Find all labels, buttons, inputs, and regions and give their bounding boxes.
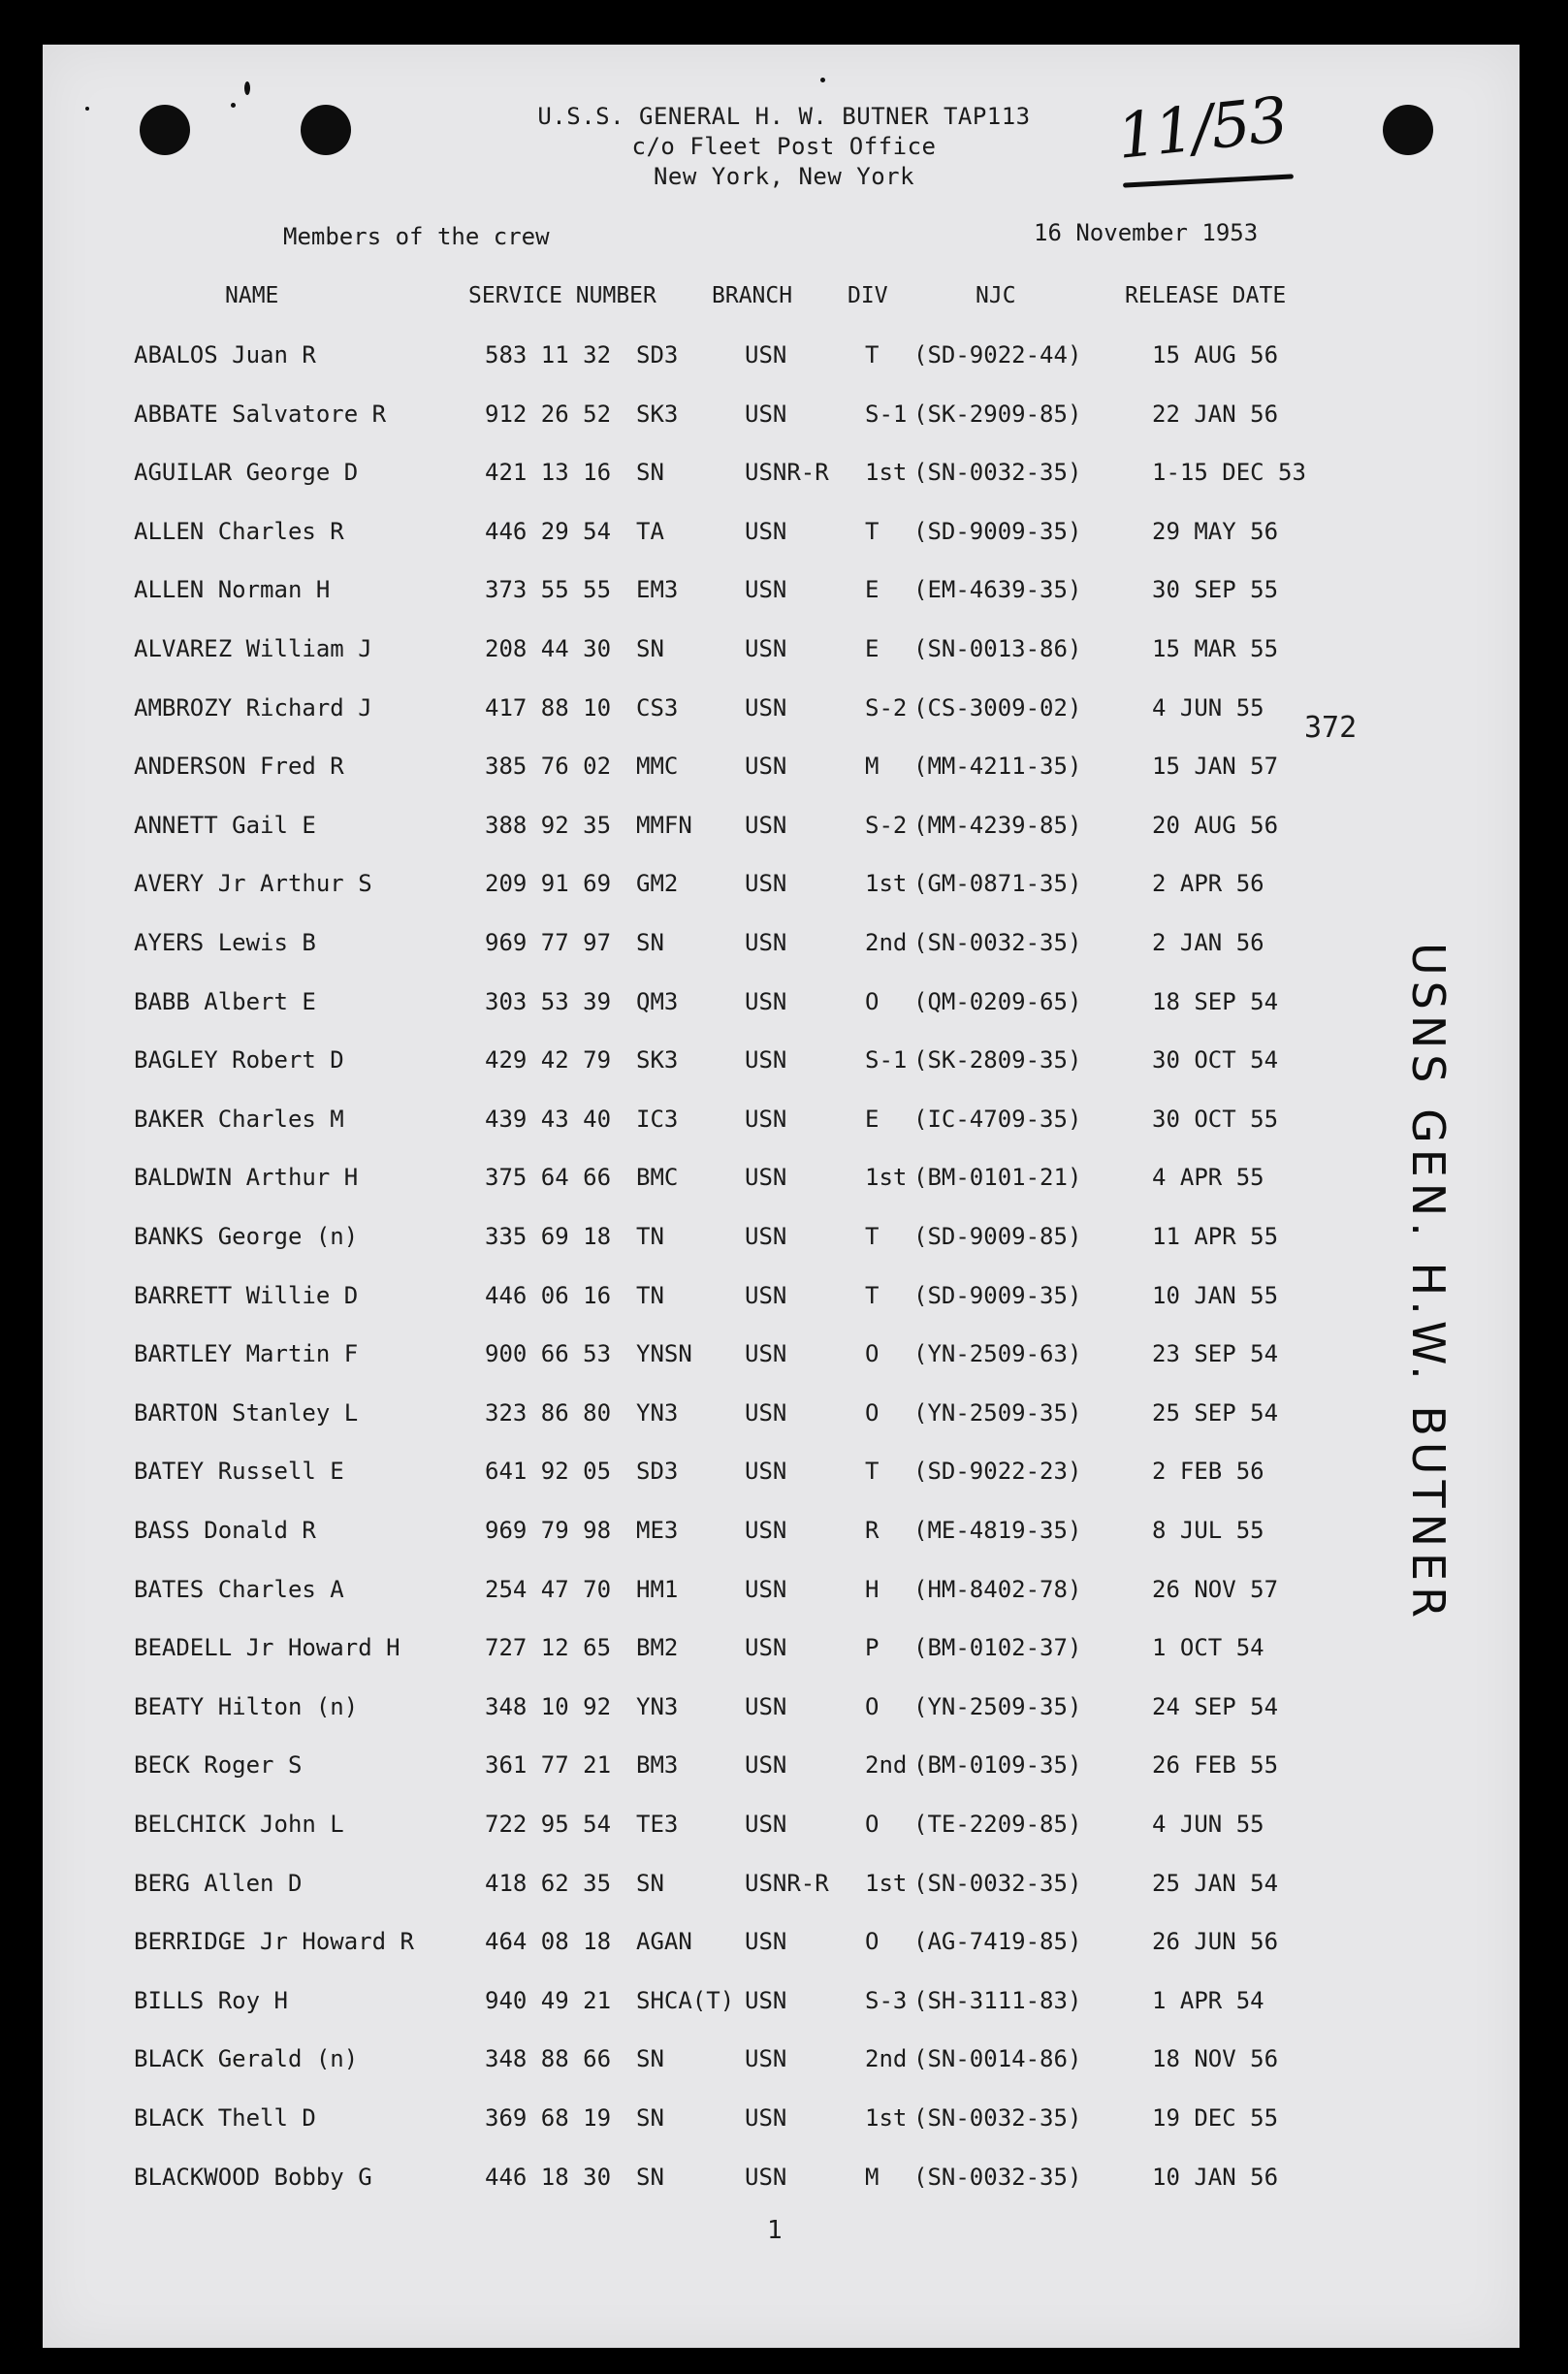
rate: EM3 [636,576,679,604]
branch: USN [745,1751,787,1780]
table-row [0,812,1568,850]
crew-name: BLACK Thell D [134,2104,316,2132]
division: S-3 [865,1986,908,2014]
division: 2nd [865,1751,908,1780]
njc-code: (SD-9022-44) [913,341,1082,369]
njc-code: (SK-2809-35) [913,1046,1082,1075]
release-date: 1 OCT 54 [1152,1634,1264,1662]
rate: HM1 [636,1575,679,1603]
rate: MMC [636,753,679,781]
table-row [0,1164,1568,1203]
subtitle: Members of the crew [283,223,550,250]
table-row [0,635,1568,674]
table-row [0,2104,1568,2143]
rate: TA [636,517,664,545]
branch: USN [745,1046,787,1075]
crew-name: ABBATE Salvatore R [134,400,387,428]
crew-name: BERG Allen D [134,1869,303,1897]
crew-name: BECK Roger S [134,1751,303,1780]
table-row [0,1046,1568,1085]
division: 1st [865,1869,908,1897]
division: S-1 [865,1046,908,1075]
njc-code: (SN-0032-35) [913,1869,1082,1897]
service-number: 335 69 18 [485,1223,612,1250]
service-number: 348 10 92 [485,1692,612,1720]
crew-name: ALLEN Norman H [134,576,331,604]
rate: SK3 [636,1046,679,1075]
page-number: 1 [767,2216,783,2245]
rate: GM2 [636,870,679,898]
release-date: 1 APR 54 [1152,1986,1264,2014]
table-row [0,341,1568,380]
njc-code: (EM-4639-35) [913,576,1082,604]
service-number: 446 29 54 [485,517,612,545]
division: T [865,1281,880,1309]
njc-code: (SN-0013-86) [913,635,1082,662]
rate: QM3 [636,987,679,1015]
service-number: 417 88 10 [485,693,612,722]
service-number: 369 68 19 [485,2104,612,2132]
release-date: 2 APR 56 [1152,870,1264,898]
rate: SN [636,459,664,487]
crew-name: BEATY Hilton (n) [134,1692,359,1720]
table-row [0,753,1568,791]
release-date: 30 OCT 54 [1152,1046,1279,1075]
crew-name: BILLS Roy H [134,1986,288,2014]
table-row [0,576,1568,615]
release-date: 18 NOV 56 [1152,2045,1279,2073]
table-row [0,1399,1568,1438]
division: T [865,341,880,369]
branch: USNR-R [745,1869,829,1897]
table-row [0,1987,1568,2026]
rate: CS3 [636,693,679,722]
njc-code: (BM-0109-35) [913,1751,1082,1780]
division: S-2 [865,693,908,722]
crew-name: BARTON Stanley L [134,1398,359,1427]
handwritten-number: 11/53 [1113,84,1290,174]
crew-name: ABALOS Juan R [134,341,316,369]
release-date: 15 JAN 57 [1152,753,1279,781]
document-date: 16 November 1953 [1034,219,1259,246]
rate: SN [636,2104,664,2132]
header-div: DIV [848,283,888,308]
crew-name: BABB Albert E [134,987,316,1015]
table-row [0,518,1568,557]
division: O [865,1692,880,1720]
table-row [0,1928,1568,1967]
release-date: 4 JUN 55 [1152,1811,1264,1838]
service-number: 727 12 65 [485,1634,612,1662]
rate: SN [636,929,664,956]
release-date: 26 NOV 57 [1152,1575,1279,1603]
branch: USN [745,1692,787,1720]
njc-code: (SD-9009-35) [913,1281,1082,1309]
service-number: 583 11 32 [485,341,612,369]
njc-code: (YN-2509-35) [913,1692,1082,1720]
service-number: 421 13 16 [485,459,612,487]
njc-code: (GM-0871-35) [913,870,1082,898]
branch: USN [745,870,787,898]
table-row [0,1811,1568,1849]
crew-name: AMBROZY Richard J [134,693,372,722]
crew-name: ANDERSON Fred R [134,753,344,781]
release-date: 29 MAY 56 [1152,517,1279,545]
branch: USN [745,1517,787,1544]
service-number: 446 18 30 [485,2163,612,2191]
service-number: 418 62 35 [485,1869,612,1897]
table-row [0,988,1568,1027]
crew-name: BELCHICK John L [134,1811,344,1838]
njc-code: (SH-3111-83) [913,1986,1082,2014]
service-number: 940 49 21 [485,1986,612,2014]
njc-code: (MM-4239-85) [913,811,1082,839]
division: 1st [865,1164,908,1192]
division: E [865,576,880,604]
release-date: 4 APR 55 [1152,1164,1264,1192]
rate: BM3 [636,1751,679,1780]
crew-name: BATEY Russell E [134,1458,344,1486]
division: 1st [865,2104,908,2132]
service-number: 969 77 97 [485,929,612,956]
header-branch: BRANCH [712,283,793,308]
table-row [0,401,1568,439]
letterhead-line-3: New York, New York [653,163,915,190]
division: O [865,1340,880,1368]
njc-code: (BM-0101-21) [913,1164,1082,1192]
crew-name: BARRETT Willie D [134,1281,359,1309]
release-date: 4 JUN 55 [1152,693,1264,722]
rate: YN3 [636,1692,679,1720]
njc-code: (QM-0209-65) [913,987,1082,1015]
division: E [865,1105,880,1133]
release-date: 1-15 DEC 53 [1152,459,1306,487]
branch: USN [745,2045,787,2073]
branch: USN [745,929,787,956]
crew-name: BAGLEY Robert D [134,1046,344,1075]
division: O [865,1928,880,1956]
njc-code: (SK-2909-85) [913,400,1082,428]
crew-name: ALVAREZ William J [134,635,372,662]
division: P [865,1634,880,1662]
rate: BM2 [636,1634,679,1662]
table-row [0,1751,1568,1790]
njc-code: (YN-2509-63) [913,1340,1082,1368]
division: O [865,987,880,1015]
crew-name: AGUILAR George D [134,459,359,487]
service-number: 900 66 53 [485,1340,612,1368]
rate: SN [636,635,664,662]
njc-code: (SN-0032-35) [913,2104,1082,2132]
crew-name: ANNETT Gail E [134,811,316,839]
rate: MMFN [636,811,692,839]
branch: USN [745,1986,787,2014]
branch: USN [745,2104,787,2132]
njc-code: (AG-7419-85) [913,1928,1082,1956]
service-number: 303 53 39 [485,987,612,1015]
division: 1st [865,870,908,898]
release-date: 8 JUL 55 [1152,1517,1264,1544]
division: 1st [865,459,908,487]
table-row [0,1870,1568,1909]
crew-name: BAKER Charles M [134,1105,344,1133]
division: T [865,517,880,545]
branch: USN [745,1575,787,1603]
njc-code: (ME-4819-35) [913,1517,1082,1544]
crew-name: BARTLEY Martin F [134,1340,359,1368]
njc-code: (YN-2509-35) [913,1398,1082,1427]
division: H [865,1575,880,1603]
rate: YN3 [636,1398,679,1427]
branch: USN [745,1458,787,1486]
rate: SN [636,1869,664,1897]
header-njc: NJC [976,283,1016,308]
service-number: 912 26 52 [485,400,612,428]
service-number: 385 76 02 [485,753,612,781]
branch: USN [745,1398,787,1427]
table-row [0,1282,1568,1321]
service-number: 969 79 98 [485,1517,612,1544]
service-number: 208 44 30 [485,635,612,662]
division: 2nd [865,2045,908,2073]
division: S-2 [865,811,908,839]
release-date: 10 JAN 56 [1152,2163,1279,2191]
rate: TN [636,1281,664,1309]
rate: TE3 [636,1811,679,1838]
branch: USN [745,576,787,604]
side-annotation: USNS GEN. H.W. BUTNER [1402,943,1455,1624]
release-date: 20 AUG 56 [1152,811,1279,839]
release-date: 15 AUG 56 [1152,341,1279,369]
header-service-number: SERVICE NUMBER [468,283,656,308]
release-date: 25 SEP 54 [1152,1398,1279,1427]
table-row [0,2164,1568,2202]
service-number: 209 91 69 [485,870,612,898]
table-row [0,1693,1568,1732]
division: E [865,635,880,662]
table-row [0,1458,1568,1496]
service-number: 439 43 40 [485,1105,612,1133]
header-name: NAME [225,283,279,308]
letterhead-line-1: U.S.S. GENERAL H. W. BUTNER TAP113 [537,103,1031,130]
rate: ME3 [636,1517,679,1544]
speck [820,78,825,82]
release-date: 19 DEC 55 [1152,2104,1279,2132]
rate: IC3 [636,1105,679,1133]
service-number: 254 47 70 [485,1575,612,1603]
rate: SHCA(T) [636,1986,735,2014]
branch: USN [745,635,787,662]
service-number: 464 08 18 [485,1928,612,1956]
crew-name: BASS Donald R [134,1517,316,1544]
njc-code: (BM-0102-37) [913,1634,1082,1662]
branch: USN [745,2163,787,2191]
rate: YNSN [636,1340,692,1368]
branch: USN [745,1340,787,1368]
table-row [0,1223,1568,1262]
branch: USN [745,811,787,839]
service-number: 373 55 55 [485,576,612,604]
njc-code: (MM-4211-35) [913,753,1082,781]
branch: USN [745,341,787,369]
branch: USN [745,1105,787,1133]
crew-name: BALDWIN Arthur H [134,1164,359,1192]
branch: USN [745,753,787,781]
division: S-1 [865,400,908,428]
table-row [0,870,1568,909]
division: M [865,2163,880,2191]
release-date: 25 JAN 54 [1152,1869,1279,1897]
division: T [865,1458,880,1486]
release-date: 11 APR 55 [1152,1223,1279,1250]
branch: USN [745,1281,787,1309]
table-row [0,1106,1568,1144]
division: O [865,1811,880,1838]
service-number: 641 92 05 [485,1458,612,1486]
branch: USN [745,1811,787,1838]
release-date: 24 SEP 54 [1152,1692,1279,1720]
margin-number: 372 [1304,711,1358,745]
njc-code: (SN-0032-35) [913,929,1082,956]
division: 2nd [865,929,908,956]
service-number: 348 88 66 [485,2045,612,2073]
njc-code: (SD-9009-85) [913,1223,1082,1250]
rate: SN [636,2163,664,2191]
service-number: 446 06 16 [485,1281,612,1309]
crew-name: BERRIDGE Jr Howard R [134,1928,414,1956]
release-date: 18 SEP 54 [1152,987,1279,1015]
branch: USN [745,1223,787,1250]
crew-name: ALLEN Charles R [134,517,344,545]
njc-code: (SD-9022-23) [913,1458,1082,1486]
division: T [865,1223,880,1250]
speck [244,81,250,95]
njc-code: (SN-0032-35) [913,2163,1082,2191]
branch: USN [745,400,787,428]
branch: USN [745,693,787,722]
crew-name: BLACKWOOD Bobby G [134,2163,372,2191]
crew-name: BLACK Gerald (n) [134,2045,359,2073]
table-row [0,1340,1568,1379]
service-number: 375 64 66 [485,1164,612,1192]
njc-code: (TE-2209-85) [913,1811,1082,1838]
rate: SK3 [636,400,679,428]
table-row [0,2045,1568,2084]
crew-name: BEADELL Jr Howard H [134,1634,400,1662]
branch: USN [745,1634,787,1662]
branch: USNR-R [745,459,829,487]
branch: USN [745,517,787,545]
division: M [865,753,880,781]
release-date: 30 OCT 55 [1152,1105,1279,1133]
njc-code: (SD-9009-35) [913,517,1082,545]
release-date: 22 JAN 56 [1152,400,1279,428]
table-row [0,1634,1568,1673]
release-date: 26 FEB 55 [1152,1751,1279,1780]
crew-name: AVERY Jr Arthur S [134,870,372,898]
table-row [0,929,1568,968]
service-number: 388 92 35 [485,811,612,839]
letterhead-line-2: c/o Fleet Post Office [631,133,937,160]
njc-code: (CS-3009-02) [913,693,1082,722]
rate: TN [636,1223,664,1250]
service-number: 361 77 21 [485,1751,612,1780]
release-date: 10 JAN 55 [1152,1281,1279,1309]
njc-code: (IC-4709-35) [913,1105,1082,1133]
table-row [0,1576,1568,1615]
table-row [0,459,1568,497]
rate: BMC [636,1164,679,1192]
njc-code: (SN-0014-86) [913,2045,1082,2073]
release-date: 15 MAR 55 [1152,635,1279,662]
release-date: 26 JUN 56 [1152,1928,1279,1956]
njc-code: (HM-8402-78) [913,1575,1082,1603]
division: R [865,1517,880,1544]
branch: USN [745,987,787,1015]
branch: USN [745,1928,787,1956]
njc-code: (SN-0032-35) [913,459,1082,487]
header-release-date: RELEASE DATE [1125,283,1287,308]
release-date: 2 JAN 56 [1152,929,1264,956]
rate: SD3 [636,1458,679,1486]
crew-name: BATES Charles A [134,1575,344,1603]
service-number: 429 42 79 [485,1046,612,1075]
release-date: 30 SEP 55 [1152,576,1279,604]
service-number: 722 95 54 [485,1811,612,1838]
release-date: 2 FEB 56 [1152,1458,1264,1486]
rate: SD3 [636,341,679,369]
crew-name: BANKS George (n) [134,1223,359,1250]
table-row [0,1517,1568,1556]
crew-name: AYERS Lewis B [134,929,316,956]
rate: AGAN [636,1928,692,1956]
rate: SN [636,2045,664,2073]
division: O [865,1398,880,1427]
branch: USN [745,1164,787,1192]
release-date: 23 SEP 54 [1152,1340,1279,1368]
service-number: 323 86 80 [485,1398,612,1427]
